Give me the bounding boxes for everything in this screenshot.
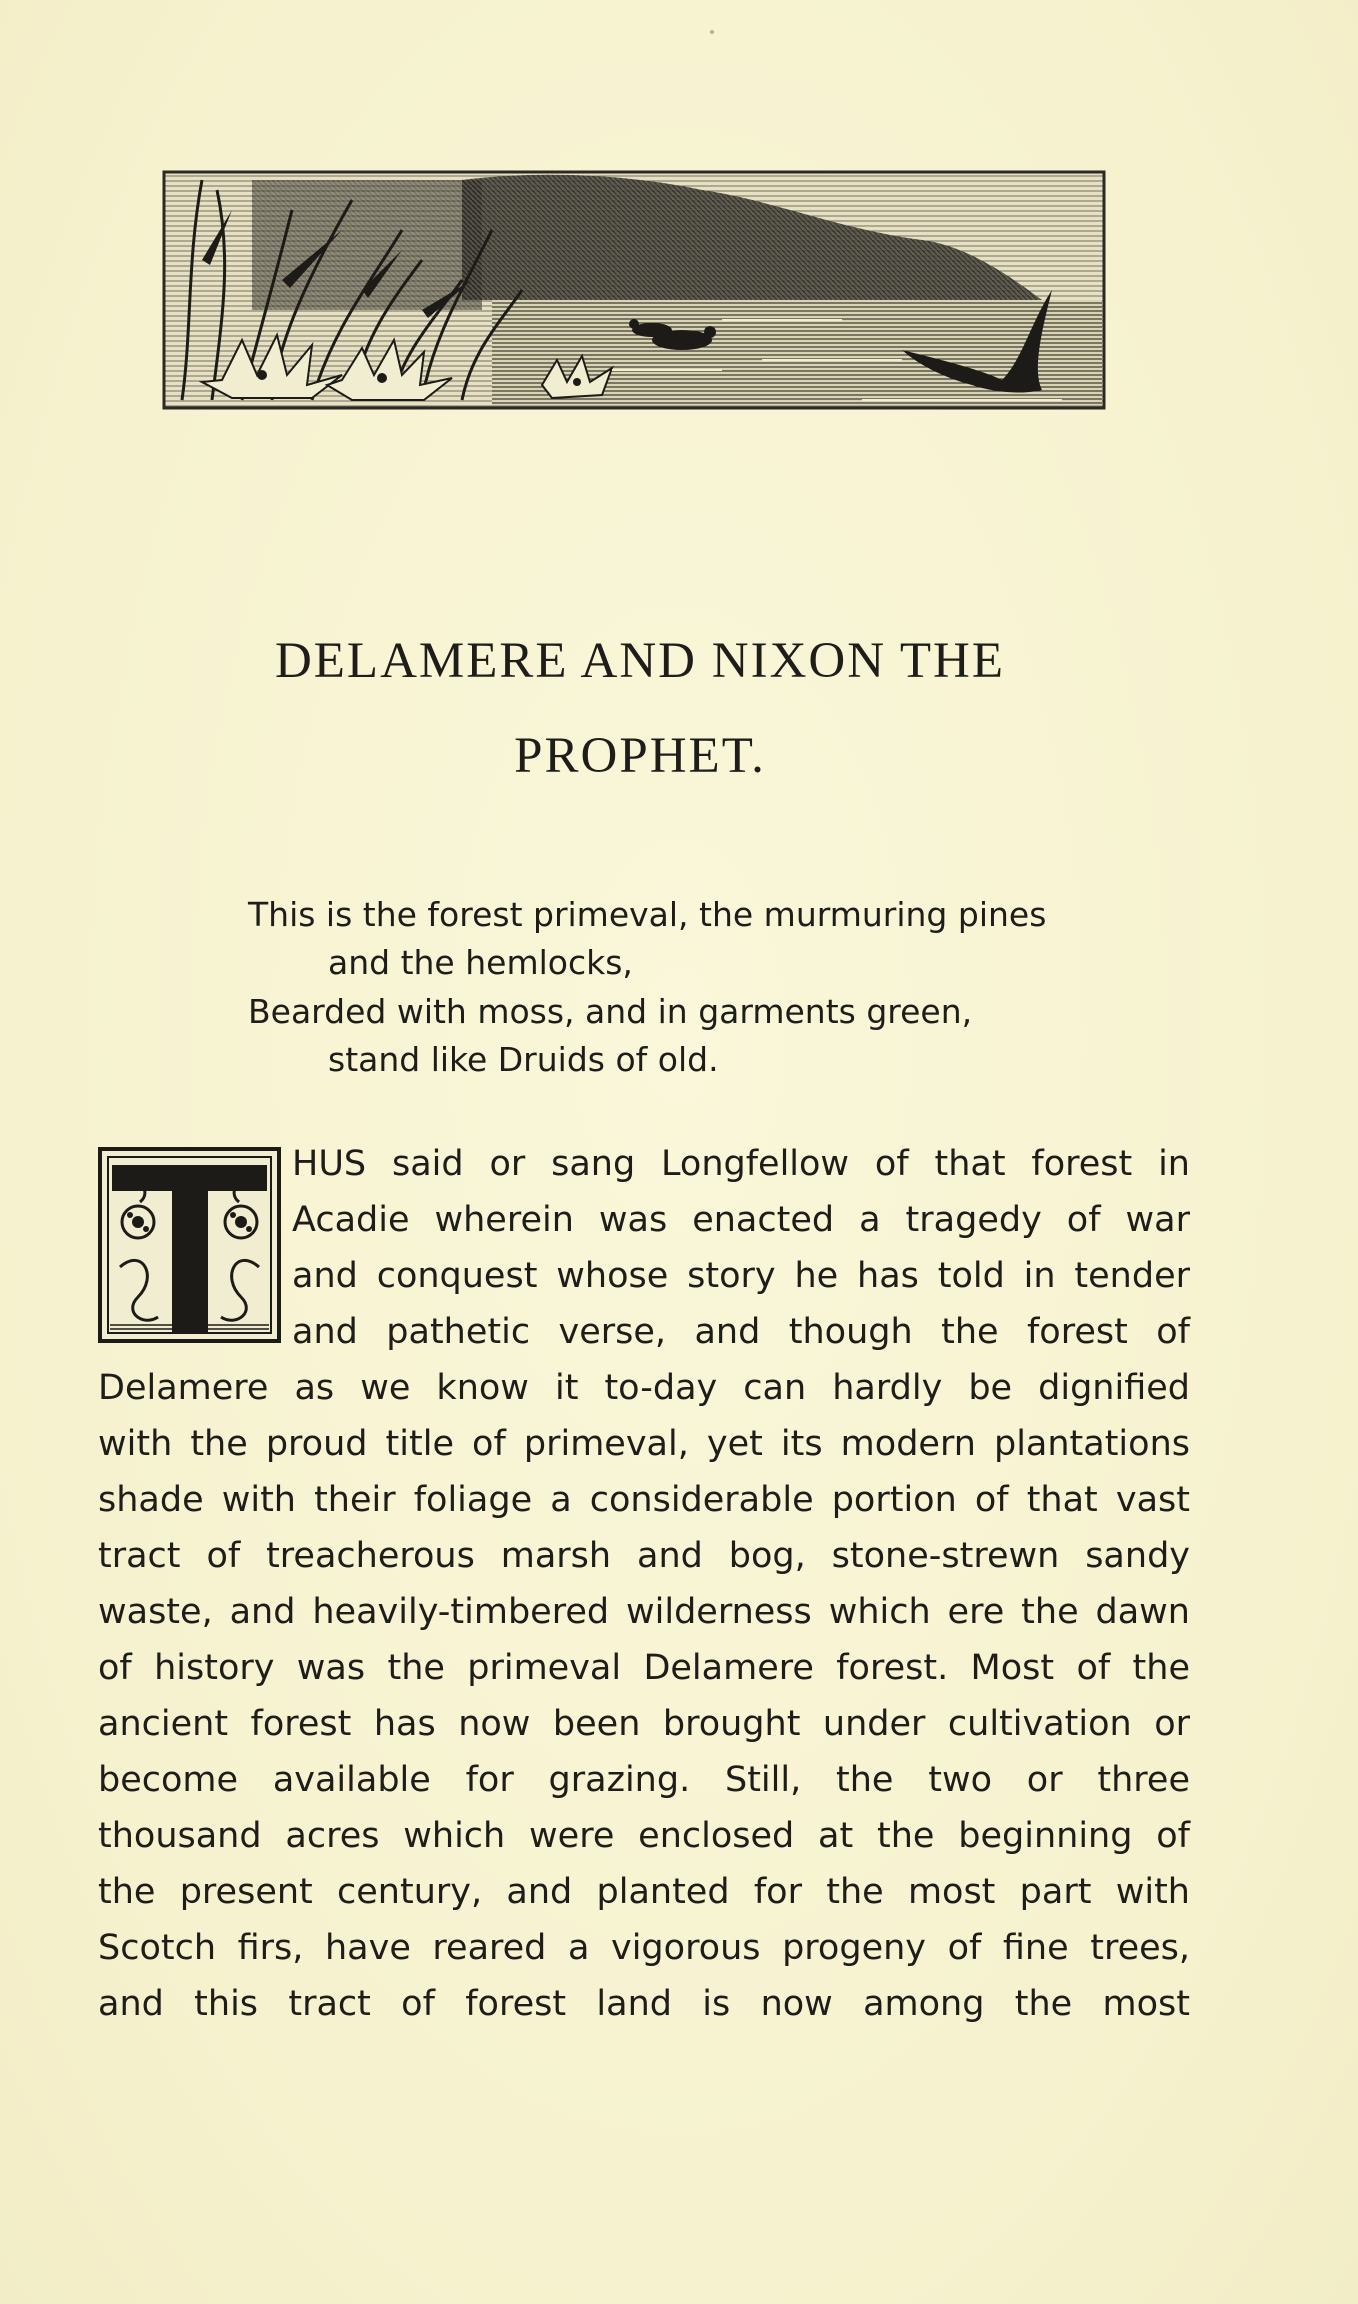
body-line: of history was the primeval Delamere forest. Most of the	[98, 1648, 1190, 1688]
body-line: and this tract of forest land is now among the most	[98, 1984, 1190, 2024]
drop-cap-initial	[98, 1147, 281, 1343]
body-line: Delamere as we know it to-day can hardly be dignified	[98, 1368, 1190, 1408]
body-line: and conquest whose story he has told in tender	[292, 1256, 1190, 1296]
body-line: HUS said or sang Longfellow of that forest in	[292, 1144, 1190, 1184]
body-line: tract of treacherous marsh and bog, stone-strewn sandy	[98, 1536, 1190, 1576]
body-line: shade with their foliage a considerable portion of that vast	[98, 1480, 1190, 1520]
body-line: become available for grazing. Still, the two or three	[98, 1760, 1190, 1800]
body-line: ancient forest has now been brought under cultivation or	[98, 1704, 1190, 1744]
body-line: and pathetic verse, and though the forest of	[292, 1312, 1190, 1352]
body-line: Scotch firs, have reared a vigorous progeny of fine trees,	[98, 1928, 1190, 1968]
chapter-title-line-1: DELAMERE AND NIXON THE	[274, 633, 1006, 689]
epigraph-line: and the hemlocks,	[328, 943, 633, 982]
headpiece-engraving	[162, 170, 1106, 410]
epigraph-line: Bearded with moss, and in garments green,	[248, 992, 973, 1031]
page-speck	[710, 30, 714, 34]
chapter-title-line-2: PROPHET.	[514, 728, 766, 784]
body-line: waste, and heavily-timbered wilderness which ere the dawn	[98, 1592, 1190, 1632]
body-line: the present century, and planted for the most part with	[98, 1872, 1190, 1912]
epigraph-line: This is the forest primeval, the murmuring pines	[248, 895, 1047, 934]
body-line: Acadie wherein was enacted a tragedy of war	[292, 1200, 1190, 1240]
epigraph-line: stand like Druids of old.	[328, 1040, 719, 1079]
body-line: with the proud title of primeval, yet its modern plantations	[98, 1424, 1190, 1464]
body-line: thousand acres which were enclosed at the beginning of	[98, 1816, 1190, 1856]
